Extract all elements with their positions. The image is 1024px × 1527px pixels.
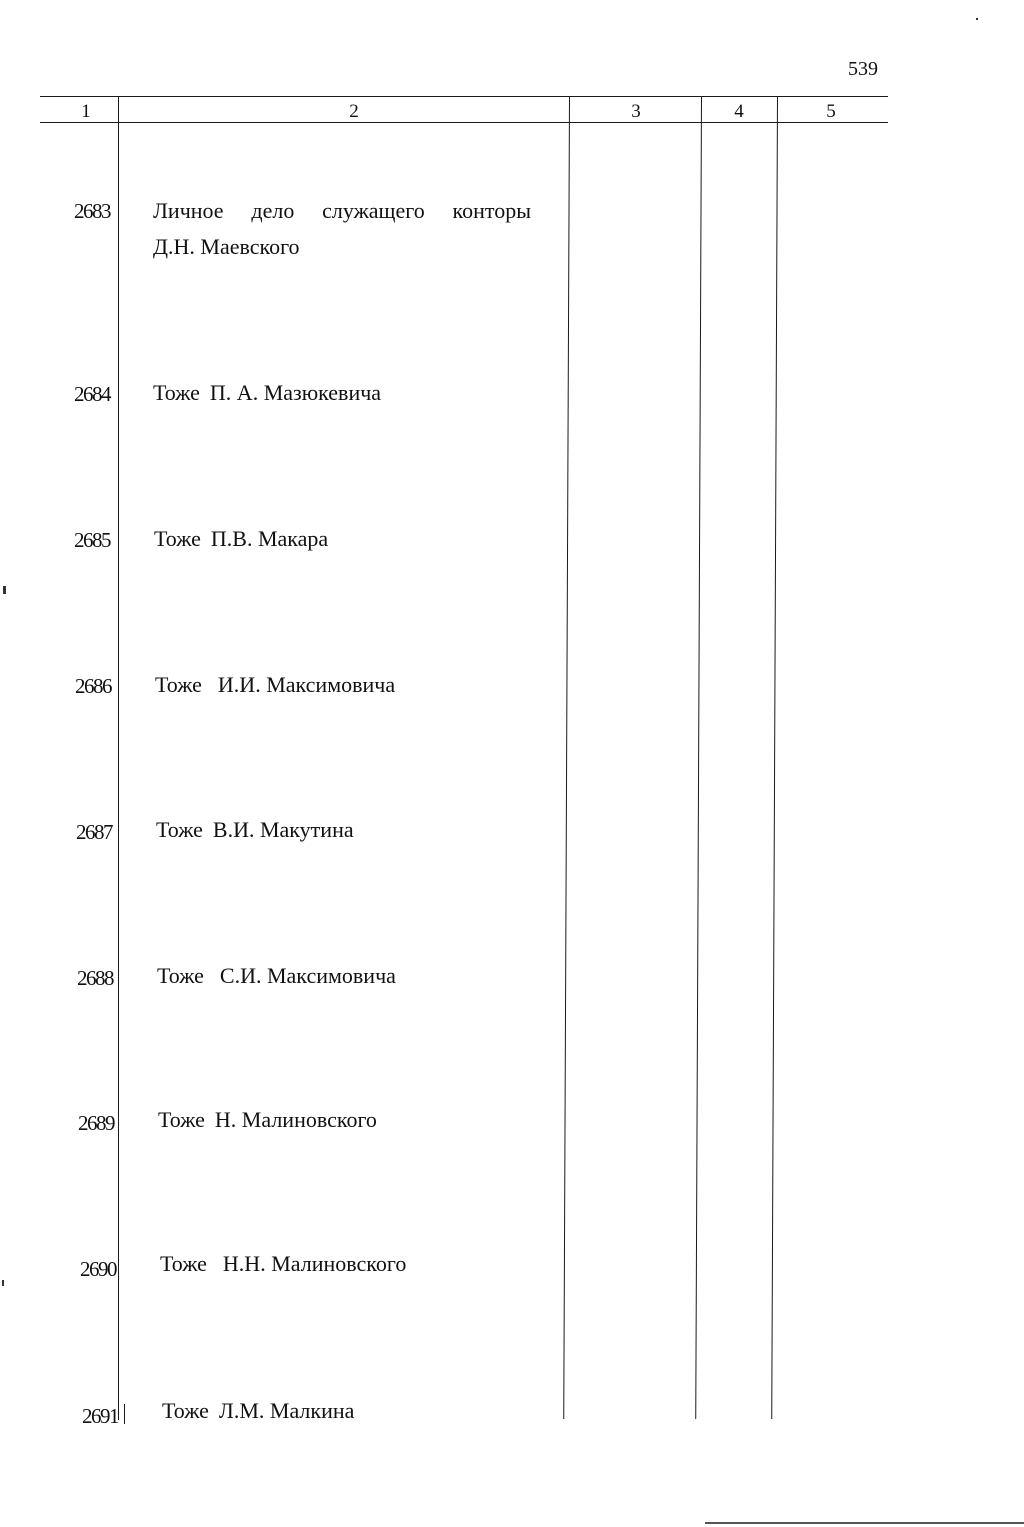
scan-speck xyxy=(976,18,978,20)
column-divider-1 xyxy=(118,97,119,1420)
column-header-3: 3 xyxy=(631,101,641,122)
row-description xyxy=(153,375,381,411)
row-number: 2685 xyxy=(74,528,110,552)
row-description xyxy=(156,812,354,848)
column-divider-3 xyxy=(695,97,702,1419)
ditto-word: Тоже xyxy=(153,380,200,405)
row-description xyxy=(155,667,395,703)
person-name: И.И. Максимовича xyxy=(217,672,396,697)
row-description xyxy=(162,1393,354,1429)
person-name: П. А. Мазюкевича xyxy=(209,380,382,405)
row-number: 2687 xyxy=(76,820,112,844)
column-header-1: 1 xyxy=(81,101,91,122)
ditto-word: Тоже xyxy=(157,963,204,988)
column-header-2: 2 xyxy=(349,101,359,122)
row-number: 2683 xyxy=(74,199,110,223)
row-number: 2689 xyxy=(78,1111,114,1135)
person-name: В.И. Макутина xyxy=(212,817,354,842)
row-description xyxy=(153,193,531,265)
row-number: 2686 xyxy=(75,674,111,698)
row-description xyxy=(157,958,396,994)
column-divider-1-tail xyxy=(124,1404,125,1424)
row-description xyxy=(160,1246,406,1282)
column-divider-4 xyxy=(771,97,778,1419)
person-name: Н.Н. Малиновского xyxy=(222,1251,407,1276)
row-number: 2691 xyxy=(82,1404,118,1428)
ditto-word: Тоже xyxy=(158,1107,205,1132)
row-description xyxy=(158,1102,377,1138)
ditto-word: Тоже xyxy=(154,526,201,551)
column-header-5: 5 xyxy=(826,101,836,122)
scan-speck xyxy=(3,586,6,594)
row-number: 2684 xyxy=(74,382,110,406)
ditto-word: Тоже xyxy=(156,817,203,842)
person-name: С.И. Максимовича xyxy=(219,963,396,988)
table-header-rule xyxy=(40,122,888,123)
person-name: Л.М. Малкина xyxy=(218,1398,355,1423)
row-number: 2688 xyxy=(77,966,113,990)
ditto-word: Тоже xyxy=(155,672,202,697)
scan-edge-line xyxy=(705,1522,1024,1524)
column-divider-2 xyxy=(563,97,570,1419)
page-number: 539 xyxy=(848,58,878,80)
row-description-line: Личное дело служащего конторы xyxy=(153,198,531,223)
column-header-4: 4 xyxy=(734,101,744,122)
person-name: Н. Малиновского xyxy=(214,1107,377,1132)
table-top-rule xyxy=(40,96,888,97)
row-number: 2690 xyxy=(80,1257,116,1281)
person-name: П.В. Макара xyxy=(210,526,329,551)
scan-speck xyxy=(2,1280,4,1286)
ditto-word: Тоже xyxy=(162,1398,209,1423)
row-description-line: Д.Н. Маевского xyxy=(153,234,300,259)
row-description xyxy=(154,521,328,557)
ditto-word: Тоже xyxy=(160,1251,207,1276)
